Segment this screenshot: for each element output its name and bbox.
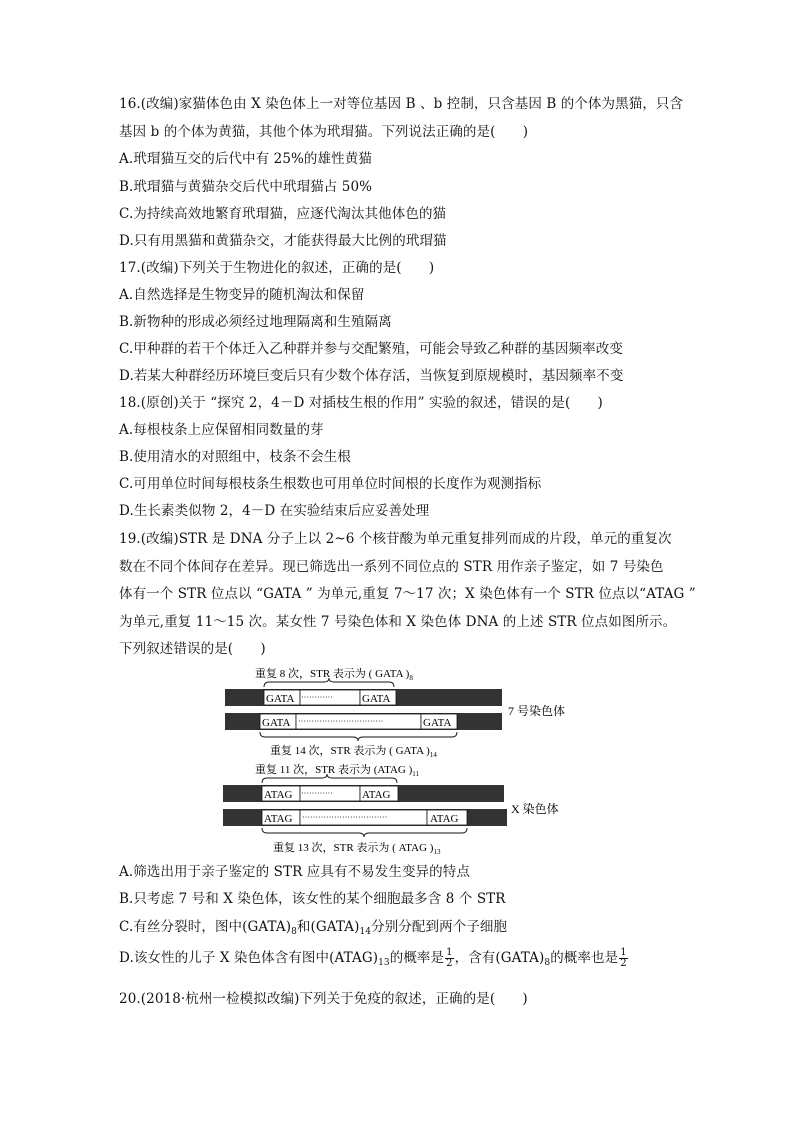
q16-stem-line2: 基因 b 的个体为黄猫，其他个体为玳瑁猫。下列说法正确的是( ): [119, 124, 529, 140]
label-gata8: 重复 8 次，STR 表示为 ( GATA )$_8$: [255, 668, 413, 682]
q19-option-c: [119, 918, 507, 936]
gata-unit-label: GATA: [423, 717, 452, 729]
q19-stem-line5: 下列叙述错误的是( ): [119, 641, 266, 657]
q18-option-c: C.可用单位时间每根枝条生根数也可用单位时间根的长度作为观测指标: [119, 476, 542, 492]
atag-unit-label: ATAG: [264, 789, 293, 801]
label-atag11: 重复 11 次，STR 表示为 (ATAG )$_{11}$: [255, 764, 420, 778]
brace-gata14: [260, 732, 457, 741]
atag-unit-label: ATAG: [264, 813, 293, 825]
q19d-text-pre: D.该女性的儿子 X 染色体含有图中(ATAG): [119, 950, 379, 966]
q19d-text-mid2: ，含有(GATA): [454, 950, 545, 966]
q19-option-b: B.只考虑 7 号和 X 染色体，该女性的某个细胞最多含 8 个 STR: [119, 891, 506, 907]
q17-option-a: A.自然选择是生物变异的随机淘汰和保留: [119, 287, 365, 303]
q17-option-b: B.新物种的形成必须经过地理隔离和生殖隔离: [119, 314, 392, 330]
chr7-label: 7 号染色体: [508, 704, 566, 718]
brace-atag13: [262, 828, 467, 837]
q16-stem-line1: 16.(改编)家猫体色由 X 染色体上一对等位基因 B 、b 控制，只含基因 B 的个体为黑猫，只含: [119, 96, 684, 112]
q18-stem: 18.(原创)关于 “探究 2，4－D 对插枝生根的作用” 实验的叙述，错误的是( ): [119, 395, 603, 411]
q19d-sub-8: 8: [544, 958, 551, 968]
gata-unit-label: GATA: [262, 717, 291, 729]
atag-unit-label: ATAG: [430, 813, 459, 825]
q19d-sub-13: 13: [378, 958, 390, 968]
q18-option-b: B.使用清水的对照组中，枝条不会生根: [119, 449, 352, 465]
q18-option-d: D.生长素类似物 2，4－D 在实验结束后应妥善处理: [119, 503, 430, 519]
q19-option-a: A.筛选出用于亲子鉴定的 STR 应具有不易发生变异的特点: [119, 864, 470, 880]
q19c-text-post: 分别分配到两个子细胞: [371, 919, 508, 935]
gata-dots: ································: [298, 717, 384, 726]
q19d-text-mid1: 的概率是: [389, 950, 445, 966]
atag-unit-label: ATAG: [362, 789, 391, 801]
gata-dots: ············: [301, 693, 333, 702]
label-gata14: 重复 14 次，STR 表示为 ( GATA )$_{14}$: [270, 745, 437, 759]
atag-dots: ············: [301, 789, 333, 798]
fraction-one-half: $\frac{1}{2}$: [620, 947, 627, 969]
q16-option-c: C.为持续高效地繁育玳瑁猫，应逐代淘汰其他体色的猫: [119, 206, 447, 222]
q19c-text-mid: 和(GATA): [296, 919, 360, 935]
q19-option-d: [119, 946, 629, 970]
q20-stem: 20.(2018·杭州一检模拟改编)下列关于免疫的叙述，正确的是( ): [119, 991, 528, 1007]
str-figure: [215, 662, 585, 858]
label-atag13: 重复 13 次，STR 表示为 ( ATAG )$_{13}$: [273, 842, 441, 856]
gata-unit-label: GATA: [362, 693, 391, 705]
q16-option-a: A.玳瑁猫互交的后代中有 25%的雄性黄猫: [119, 151, 372, 167]
q19-stem-line1: 19.(改编)STR 是 DNA 分子上以 2~6 个核苷酸为单元重复排列而成的片段，单元的重复次: [119, 531, 672, 547]
q17-option-c: C.甲种群的若干个体迁入乙种群并参与交配繁殖，可能会导致乙种群的基因频率改变: [119, 341, 623, 357]
q17-stem: 17.(改编)下列关于生物进化的叙述，正确的是( ): [119, 260, 435, 276]
q16-option-b: B.玳瑁猫与黄猫杂交后代中玳瑁猫占 50%: [119, 179, 373, 195]
gata-unit-label: GATA: [266, 693, 295, 705]
atag-dots: ································: [302, 813, 388, 822]
q19d-text-mid3: 的概率也是: [550, 950, 619, 966]
q19c-sub-8: 8: [291, 927, 297, 937]
fraction-one-half: $\frac{1}{2}$: [446, 947, 453, 969]
q18-option-a: A.每根枝条上应保留相同数量的芽: [119, 422, 324, 438]
q19-stem-line4: 为单元,重复 11～15 次。某女性 7 号染色体和 X 染色体 DNA 的上述 STR 位点如图所示。: [119, 614, 677, 630]
q17-option-d: D.若某大种群经历环境巨变后只有少数个体存活，当恢复到原规模时，基因频率不变: [119, 368, 624, 384]
q19c-sub-14: 14: [359, 927, 372, 937]
q19-stem-line2: 数在不同个体间存在差异。现已筛选出一系列不同位点的 STR 用作亲子鉴定，如 7 号染色: [119, 559, 664, 575]
q19-stem-line3: 体有一个 STR 位点以 “GATA ” 为单元,重复 7～17 次；X 染色体有一个 STR 位点以“ATAG ”: [119, 586, 696, 602]
q16-option-d: D.只有用黑猫和黄猫杂交，才能获得最大比例的玳瑁猫: [119, 233, 447, 249]
q19c-text-pre: C.有丝分裂时，图中(GATA): [119, 919, 292, 935]
chrx-label: X 染色体: [511, 802, 559, 816]
